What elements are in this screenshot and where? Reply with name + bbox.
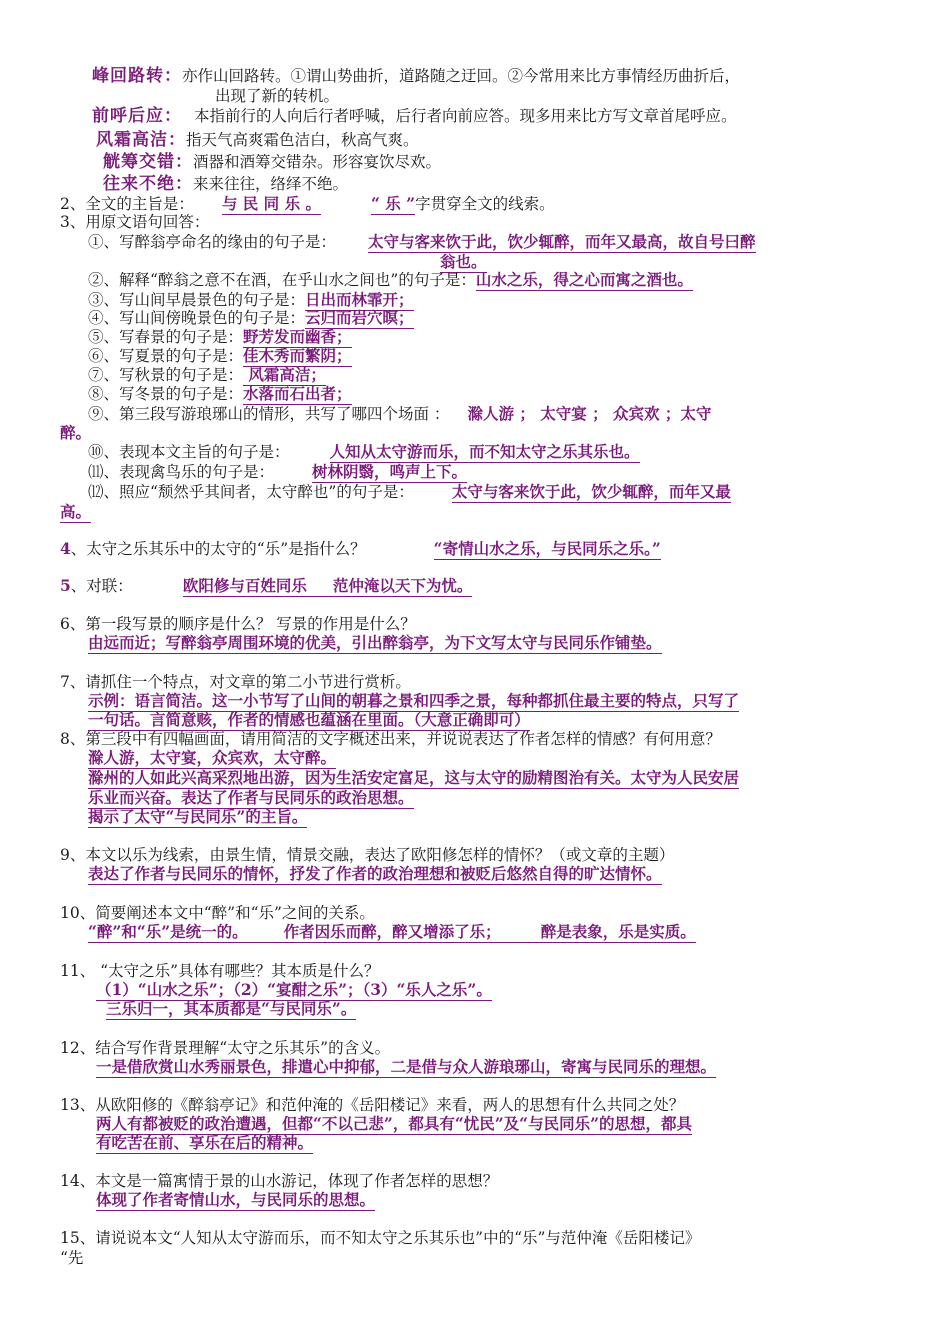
- question-15: 15、请说说本文“人知从太守游而乐，而不知太守之乐其乐也”中的“乐”与范仲淹《岳阳楼记》: [60, 1229, 701, 1247]
- answer: 树林阴翳，鸣声上下。: [312, 462, 468, 481]
- answer-11-cont: 三乐归一，其本质都是“与民同乐”。: [106, 999, 357, 1018]
- answer: 太守与客来饮于此，饮少辄醉，而年又最高，故自号曰醉: [368, 232, 756, 251]
- q3-item-6: ⑥、写夏景的句子是：佳木秀而繁阴；: [88, 346, 352, 365]
- idiom-2: [92, 106, 737, 126]
- idiom-5: [103, 174, 348, 194]
- answer-8: 滁人游，太守宴，众宾欢，太守醉。: [88, 748, 337, 767]
- q3-item-1-cont: 翁也。: [440, 252, 487, 271]
- answer: 山水之乐，得之心而寓之酒也。: [475, 270, 693, 289]
- answer: 人知从太守游而乐，而不知太守之乐其乐也。: [329, 442, 640, 461]
- question-15-cont: “先: [60, 1249, 84, 1267]
- idiom-term: 峰回路转：: [92, 66, 182, 86]
- idiom-term: 往来不绝：: [103, 174, 193, 194]
- answer-12: 一是借欣赏山水秀丽景色，排遣心中抑郁，二是借与众人游琅琊山，寄寓与民同乐的理想。: [96, 1057, 717, 1076]
- q3-item-3: ③、写山间早晨景色的句子是：日出而林霏开；: [88, 290, 414, 309]
- q3-item-7: ⑦、写秋景的句子是： 风霜高洁；: [88, 365, 326, 384]
- answer: “寄情山水之乐，与民同乐之乐。”: [433, 539, 661, 558]
- question-10: 10、简要阐述本文中“醉”和“乐”之间的关系。: [60, 904, 375, 922]
- answer-8-cont: 滁州的人如此兴高采烈地出游，因为生活安定富足，这与太守的励精图治有关。太守为人民安居: [88, 768, 740, 787]
- answer: 风霜高洁；: [243, 365, 326, 384]
- idiom-def: 来来往往，络绎不绝。: [193, 175, 349, 193]
- question-2: [60, 194, 555, 214]
- answer-9: 表达了作者与民同乐的情怀，抒发了作者的政治理想和被贬后悠然自得的旷达情怀。: [88, 864, 662, 883]
- answer-13-cont: 有吃苦在前、享乐在后的精神。: [96, 1133, 314, 1152]
- answer: 水落而石出者；: [243, 384, 352, 403]
- q3-item-1: ①、写醉翁亭命名的缘由的句子是： 太守与客来饮于此，饮少辄醉，而年又最高，故自号曰醉: [88, 232, 756, 251]
- idiom-4: [103, 152, 441, 172]
- question-9: 9、本文以乐为线索，由景生情，情景交融，表达了欧阳修怎样的情怀？（或文章的主题）: [60, 846, 675, 864]
- q3-item-12: ⑿、照应“颓然乎其间者，太守醉也”的句子是： 太守与客来饮于此，饮少辄醉，而年又最: [88, 482, 731, 501]
- q3-item-12-cont: 高。: [60, 502, 92, 521]
- idiom-1: [92, 66, 740, 86]
- answer-10: “醉”和“乐”是统一的。 作者因乐而醉，醉又增添了乐； 醉是表象，乐是实质。: [88, 922, 696, 941]
- answer-8-cont2: 乐业而兴奋。表达了作者与民同乐的政治思想。: [88, 788, 414, 807]
- answer-6: 由远而近；写醉翁亭周围环境的优美，引出醉翁亭，为下文写太守与民同乐作铺垫。: [88, 633, 662, 652]
- answer-couplet-1: 欧阳修与百姓同乐: [182, 576, 307, 595]
- answer-14: 体现了作者寄情山水，与民同乐的思想。: [96, 1190, 376, 1209]
- answer-7-cont: 一句话。言简意赅，作者的情感也蕴涵在里面。（大意正确即可）: [88, 710, 530, 729]
- idiom-def: 本指前行的人向后行者呼喊，后行者向前应答。现多用来比方写文章首尾呼应。: [194, 107, 737, 125]
- question-4: 4、太守之乐其乐中的太守的“乐”是指什么？ “寄情山水之乐，与民同乐之乐。”: [60, 539, 661, 558]
- idiom-1-cont: 出现了新的转机。: [215, 87, 340, 105]
- idiom-def: 酒器和酒筹交错杂。形容宴饮尽欢。: [193, 153, 442, 171]
- idiom-def: 亦作山回路转。①谓山势曲折，道路随之迂回。②今常用来比方事情经历曲折后，: [182, 67, 741, 85]
- question-8: 8、第三段中有四幅画面，请用简洁的文字概述出来，并说说表达了作者怎样的情感？有何用意？: [60, 730, 721, 748]
- question-11: 11、 “太守之乐”具体有哪些？其本质是什么？: [60, 962, 380, 980]
- answer: 滁人游 ； 太守宴 ； 众宾欢 ；太守: [467, 404, 712, 423]
- q3-item-11: ⑾、表现禽鸟乐的句子是： 树林阴翳，鸣声上下。: [88, 462, 468, 481]
- q3-item-9: ⑨、第三段写游琅琊山的情形，共写了哪四个场面 ： 滁人游 ； 太守宴 ； 众宾欢 ；太守: [88, 404, 712, 423]
- idiom-def: 指天气高爽霜色洁白，秋高气爽。: [186, 131, 419, 149]
- answer-main-idea: 与 民 同 乐 。: [221, 194, 321, 213]
- answer-8-cont3: 揭示了太守“与民同乐”的主旨。: [88, 807, 308, 826]
- idiom-3: [96, 130, 419, 150]
- answer: 太守与客来饮于此，饮少辄醉，而年又最: [451, 482, 731, 501]
- question-5: 5、对联： 欧阳修与百姓同乐 范仲淹以天下为忧。: [60, 576, 473, 595]
- answer: 日出而林霏开；: [305, 290, 414, 309]
- question-13: 13、从欧阳修的《醉翁亭记》和范仲淹的《岳阳楼记》来看，两人的思想有什么共同之处？: [60, 1096, 685, 1114]
- question-label: 2、全文的主旨是：: [60, 195, 194, 213]
- q3-item-8: ⑧、写冬景的句子是：水落而石出者；: [88, 384, 352, 403]
- idiom-term: 觥筹交错：: [103, 152, 193, 172]
- question-tail: 字贯穿全文的线索。: [415, 195, 555, 213]
- idiom-term: 风霜高洁：: [96, 130, 186, 150]
- answer: 野芳发而幽香；: [243, 327, 352, 346]
- answer-thread: “ 乐 ”: [370, 194, 416, 213]
- q3-item-5: ⑤、写春景的句子是：野芳发而幽香；: [88, 327, 352, 346]
- answer: 云归而岩穴暝；: [305, 308, 414, 327]
- q3-item-2: ②、解释“醉翁之意不在酒，在乎山水之间也”的句子是：山水之乐，得之心而寓之酒也。: [88, 270, 693, 289]
- question-3-label: 3、用原文语句回答：: [60, 213, 210, 231]
- q3-item-9-cont: 醉。: [60, 423, 92, 442]
- question-12: 12、结合写作背景理解“太守之乐其乐”的含义。: [60, 1039, 391, 1057]
- q3-item-10: ⑩、表现本文主旨的句子是： 人知从太守游而乐，而不知太守之乐其乐也。: [88, 442, 640, 461]
- question-14: 14、本文是一篇寓情于景的山水游记，体现了作者怎样的思想？: [60, 1172, 499, 1190]
- question-6: 6、第一段写景的顺序是什么？ 写景的作用是什么？: [60, 615, 416, 633]
- question-7: 7、请抓住一个特点，对文章的第二小节进行赏析。: [60, 673, 411, 691]
- answer: 佳木秀而繁阴；: [243, 346, 352, 365]
- answer-11: （1）“山水之乐”；（2）“宴酣之乐”；（3）“乐人之乐”。: [96, 980, 492, 999]
- q3-item-4: ④、写山间傍晚景色的句子是：云归而岩穴暝；: [88, 308, 414, 327]
- answer-couplet-2: 范仲淹以天下为忧。: [307, 576, 473, 597]
- idiom-term: 前呼后应：: [92, 106, 182, 126]
- answer-7: 示例：语言简洁。这一小节写了山间的朝暮之景和四季之景，每种都抓住最主要的特点，只写了: [88, 691, 740, 710]
- answer-13: 两人有都被贬的政治遭遇，但都“不以己悲”，都具有“忧民”及“与民同乐”的思想，都具: [96, 1114, 692, 1133]
